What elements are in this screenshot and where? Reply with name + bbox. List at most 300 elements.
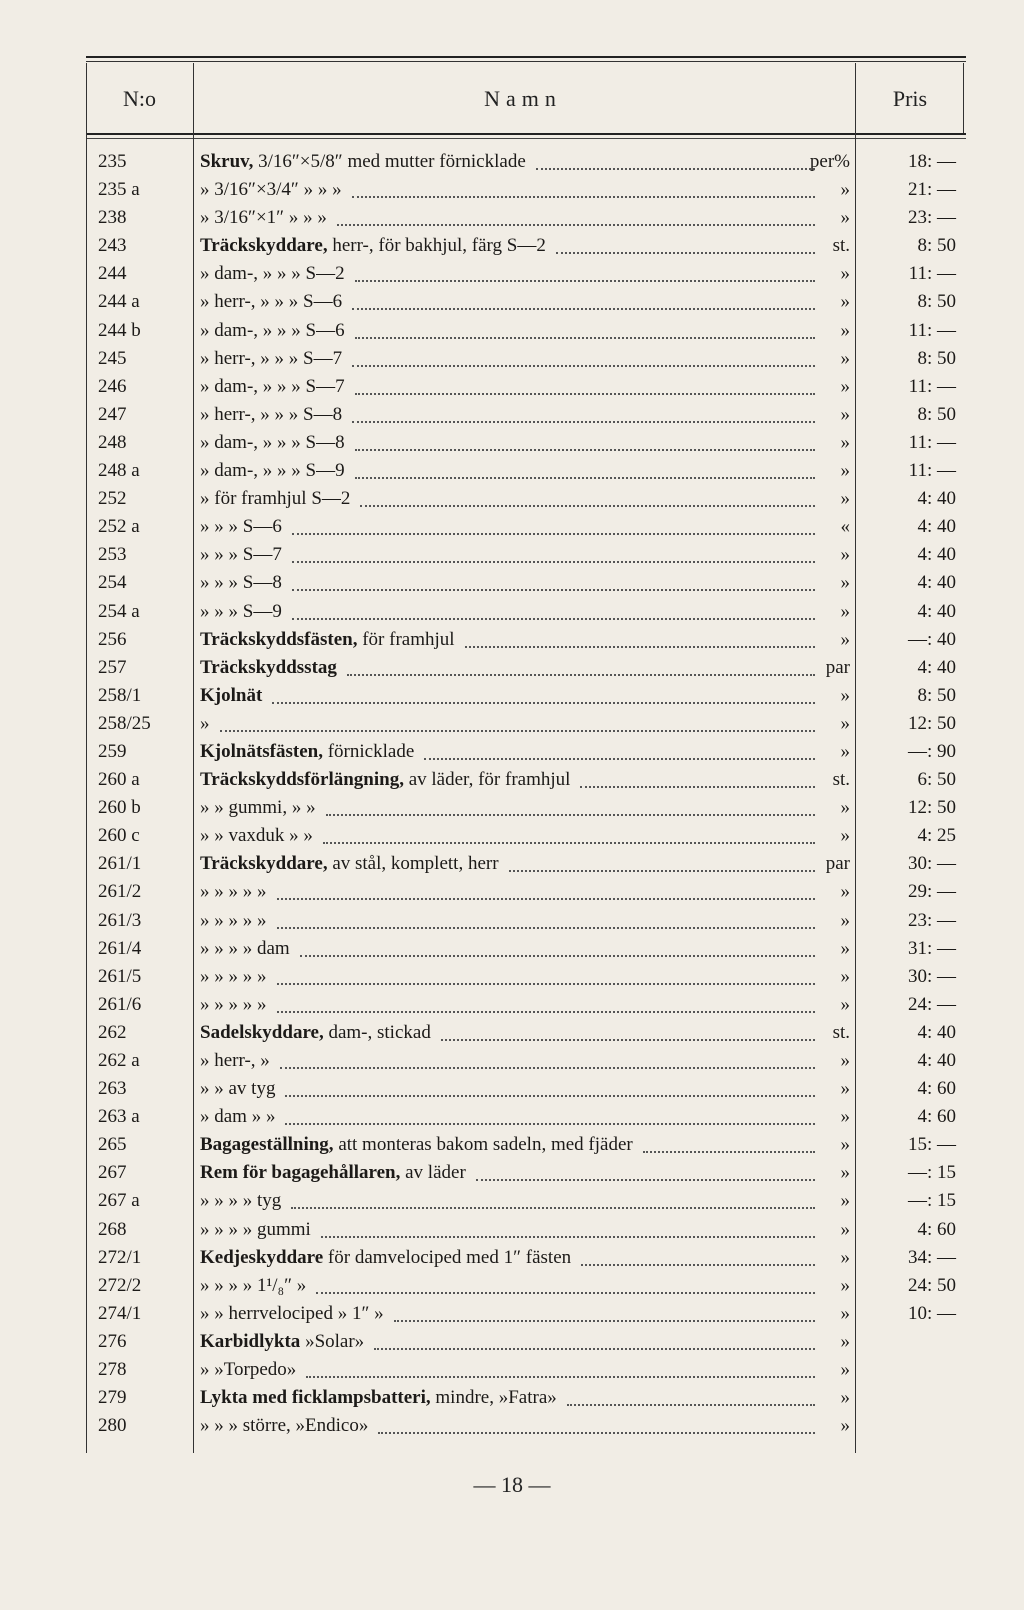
- dot-leader: [509, 870, 815, 872]
- item-price: 24: 50: [907, 1274, 956, 1296]
- item-price: 10: —: [907, 1302, 956, 1324]
- item-number: 262: [98, 1021, 127, 1043]
- item-name-text: » 3/16″×3/4″ » » »: [200, 179, 342, 201]
- item-name: [200, 598, 843, 626]
- item-number: 244 a: [98, 291, 140, 313]
- item-name: [200, 1103, 843, 1131]
- item-name: [200, 1131, 843, 1159]
- item-number: 265: [98, 1134, 127, 1156]
- item-price: 8: 50: [917, 684, 956, 706]
- item-name: [200, 1216, 843, 1244]
- item-category: Karbidlykta: [200, 1330, 301, 1352]
- dot-leader: [360, 505, 815, 507]
- item-number: 256: [98, 628, 127, 650]
- table-row: [0, 569, 1024, 597]
- item-number: 245: [98, 347, 127, 369]
- item-number: 260 b: [98, 797, 141, 819]
- item-number: 267 a: [98, 1190, 140, 1212]
- table-row: [0, 1412, 1024, 1440]
- table-row: [0, 1300, 1024, 1328]
- item-price: —: 40: [907, 628, 956, 650]
- item-unit: »: [840, 347, 850, 369]
- table-row: [0, 373, 1024, 401]
- table-row: [0, 935, 1024, 963]
- item-unit: »: [840, 544, 850, 566]
- item-name-text: » » » » »: [200, 881, 267, 903]
- item-name-text: » » » S—7: [200, 544, 282, 566]
- item-unit: »: [840, 1246, 850, 1268]
- table-row: [0, 1384, 1024, 1412]
- price-table: [0, 148, 1024, 1440]
- item-unit: »: [840, 1050, 850, 1071]
- item-name: [200, 569, 843, 597]
- item-price: 6: 50: [917, 769, 956, 791]
- item-price: 8: 50: [917, 235, 956, 257]
- item-price: 4: 40: [917, 544, 956, 566]
- item-unit: »: [840, 1162, 850, 1184]
- dot-leader: [567, 1404, 815, 1406]
- item-price: 11: —: [908, 319, 956, 341]
- item-number: 253: [98, 544, 127, 566]
- table-row: [0, 1187, 1024, 1215]
- item-unit: »: [840, 291, 850, 313]
- table-row: [0, 907, 1024, 935]
- item-price: 30: —: [907, 853, 956, 875]
- dot-leader: [272, 702, 815, 704]
- dot-leader: [306, 1376, 815, 1378]
- item-price: 23: —: [907, 207, 956, 229]
- dot-leader: [337, 224, 815, 226]
- item-name-text: Sadelskyddare, dam-, stickad: [200, 1021, 431, 1043]
- dot-leader: [355, 477, 815, 479]
- item-name: [200, 794, 843, 822]
- dot-leader: [378, 1432, 815, 1434]
- table-row: [0, 822, 1024, 850]
- table-row: [0, 850, 1024, 878]
- table-row: [0, 204, 1024, 232]
- table-row: [0, 1047, 1024, 1075]
- dot-leader: [352, 365, 815, 367]
- dot-leader: [347, 674, 815, 676]
- item-unit: »: [840, 965, 850, 987]
- item-name-text: » 3/16″×1″ » » »: [200, 207, 327, 229]
- item-unit: »: [840, 207, 850, 229]
- item-unit: »: [840, 1274, 850, 1296]
- item-name: [200, 1047, 843, 1075]
- item-unit: »: [840, 937, 850, 959]
- item-number: 263: [98, 1078, 127, 1100]
- item-name: [200, 935, 843, 963]
- dot-leader: [355, 280, 815, 282]
- table-row: [0, 682, 1024, 710]
- item-name-text: » » » » dam: [200, 937, 290, 959]
- item-price: 4: 40: [917, 488, 956, 510]
- item-name: [200, 401, 843, 429]
- item-name-text: »: [200, 712, 210, 734]
- item-name: [200, 260, 843, 288]
- item-category: Träckskyddsstag: [200, 656, 337, 678]
- item-number: 279: [98, 1387, 127, 1409]
- table-row: [0, 1272, 1024, 1300]
- item-name: [200, 1187, 843, 1215]
- item-category: Träckskyddsförlängning,: [200, 769, 404, 791]
- item-name: [200, 1384, 843, 1412]
- item-number: 280: [98, 1415, 127, 1437]
- table-row: [0, 232, 1024, 260]
- top-rule: [86, 56, 966, 58]
- item-unit: »: [840, 375, 850, 397]
- dot-leader: [374, 1348, 815, 1350]
- table-row: [0, 1075, 1024, 1103]
- item-category: Rem för bagagehållaren,: [200, 1162, 401, 1184]
- item-name-text: » » » S—6: [200, 516, 282, 538]
- table-row: [0, 766, 1024, 794]
- item-unit: st.: [832, 235, 850, 257]
- item-unit: »: [840, 740, 850, 762]
- table-row: [0, 317, 1024, 345]
- dot-leader: [355, 337, 815, 339]
- item-unit: »: [840, 600, 850, 622]
- item-name-text: » dam-, » » » S—8: [200, 431, 345, 453]
- item-price: 8: 50: [917, 403, 956, 425]
- dot-leader: [292, 533, 815, 535]
- item-unit: »: [840, 1134, 850, 1156]
- dot-leader: [536, 168, 815, 170]
- item-unit: »: [840, 1330, 850, 1352]
- item-category: Lykta med ficklampsbatteri,: [200, 1387, 431, 1409]
- item-name: [200, 907, 843, 935]
- item-price: 8: 50: [917, 347, 956, 369]
- item-price: 8: 50: [917, 291, 956, 313]
- item-name: [200, 626, 843, 654]
- table-row: [0, 598, 1024, 626]
- item-number: 261/1: [98, 853, 142, 875]
- item-name-text: » »Torpedo»: [200, 1359, 297, 1381]
- item-name-text: [200, 685, 262, 706]
- table-row: [0, 738, 1024, 766]
- table-row: [0, 513, 1024, 541]
- item-price: 15: —: [907, 1134, 956, 1156]
- item-price: 4: 40: [917, 516, 956, 538]
- item-name-text: » » herrvelociped » 1″ »: [200, 1302, 384, 1324]
- item-unit: »: [840, 909, 850, 931]
- dot-leader: [581, 1264, 815, 1266]
- dot-leader: [300, 955, 815, 957]
- dot-leader: [580, 786, 815, 788]
- item-price: —: 15: [907, 1190, 956, 1212]
- item-name: [200, 345, 843, 373]
- item-price: 24: —: [907, 993, 956, 1015]
- table-row: [0, 1244, 1024, 1272]
- item-unit: »: [840, 797, 850, 819]
- item-category: Sadelskyddare,: [200, 1021, 324, 1043]
- item-number: 259: [98, 740, 127, 762]
- item-number: 260 a: [98, 769, 140, 791]
- item-price: 11: —: [908, 460, 956, 482]
- item-name-text: » » av tyg: [200, 1078, 276, 1100]
- item-unit: »: [840, 431, 850, 453]
- item-name-text: Karbidlykta »Solar»: [200, 1330, 365, 1352]
- item-name-text: Skruv, 3/16″×5/8″ med mutter förnicklade: [200, 151, 526, 172]
- item-unit: »: [840, 993, 850, 1015]
- dot-leader: [292, 589, 815, 591]
- header-rule-thin: [86, 138, 966, 139]
- item-name-text: [200, 657, 337, 678]
- item-name-text: » dam-, » » » S—2: [200, 263, 345, 285]
- item-name: [200, 654, 843, 682]
- dot-leader: [277, 983, 815, 985]
- item-category: Bagageställning,: [200, 1134, 334, 1156]
- item-name-text: » dam-, » » » S—9: [200, 460, 345, 482]
- dot-leader: [280, 1067, 815, 1069]
- item-number: 244: [98, 263, 127, 285]
- dot-leader: [326, 814, 815, 816]
- item-name-text: » » » » »: [200, 993, 267, 1015]
- item-unit: »: [840, 1387, 850, 1409]
- item-name: [200, 822, 843, 850]
- dot-leader: [220, 730, 815, 732]
- item-number: 254: [98, 572, 127, 594]
- table-row: [0, 963, 1024, 991]
- item-number: 272/1: [98, 1246, 142, 1268]
- item-unit: »: [840, 1190, 850, 1212]
- item-name: [200, 541, 843, 569]
- item-number: 261/5: [98, 965, 142, 987]
- item-number: 246: [98, 375, 127, 397]
- item-unit: »: [840, 1218, 850, 1240]
- item-number: 235: [98, 151, 127, 172]
- item-name-text: Lykta med ficklampsbatteri, mindre, »Fatra»: [200, 1387, 557, 1409]
- item-number: 278: [98, 1359, 127, 1381]
- item-unit: per%: [809, 151, 850, 172]
- item-name: [200, 1328, 843, 1356]
- item-unit: »: [840, 1415, 850, 1437]
- item-name: [200, 766, 843, 794]
- item-category: Träckskyddare,: [200, 853, 328, 875]
- item-name: [200, 1244, 843, 1272]
- item-category: Kjolnät: [200, 684, 263, 706]
- top-rule-thin: [86, 61, 966, 62]
- item-name: [200, 1412, 843, 1440]
- item-name-text: Kedjeskyddare för damvelociped med 1″ fästen: [200, 1246, 572, 1268]
- dot-leader: [441, 1039, 815, 1041]
- item-name: [200, 457, 843, 485]
- item-unit: »: [840, 1078, 850, 1100]
- item-number: 243: [98, 235, 127, 257]
- item-name: [200, 1075, 843, 1103]
- item-number: 276: [98, 1330, 127, 1352]
- item-name-text: » herr-, » » » S—8: [200, 403, 343, 425]
- item-unit: »: [840, 881, 850, 903]
- table-row: [0, 626, 1024, 654]
- dot-leader: [352, 421, 815, 423]
- item-name: [200, 373, 843, 401]
- dot-leader: [643, 1151, 815, 1153]
- item-unit: st.: [832, 769, 850, 791]
- table-row: [0, 1356, 1024, 1384]
- table-row: [0, 1131, 1024, 1159]
- table-row: [0, 991, 1024, 1019]
- column-header-pris: Pris: [892, 86, 928, 111]
- item-number: 248 a: [98, 460, 140, 482]
- item-name: [200, 850, 843, 878]
- item-number: 252: [98, 488, 127, 510]
- item-category: Träckskyddsfästen,: [200, 628, 358, 650]
- item-number: 258/25: [98, 712, 151, 734]
- item-name-text: » dam-, » » » S—6: [200, 319, 345, 341]
- item-price: 29: —: [907, 881, 956, 903]
- dot-leader: [352, 308, 815, 310]
- item-category: Kedjeskyddare: [200, 1246, 324, 1268]
- dot-leader: [355, 393, 815, 395]
- item-name: [200, 738, 843, 766]
- table-row: [0, 541, 1024, 569]
- item-price: 18: —: [907, 151, 956, 172]
- item-number: 261/2: [98, 881, 142, 903]
- item-unit: »: [840, 179, 850, 201]
- table-row: [0, 485, 1024, 513]
- table-row: [0, 878, 1024, 906]
- dot-leader: [285, 1095, 815, 1097]
- table-row: [0, 457, 1024, 485]
- item-price: 4: 40: [917, 656, 956, 678]
- item-price: 4: 60: [917, 1218, 956, 1240]
- dot-leader: [465, 646, 815, 648]
- item-name-text: » herr-, »: [200, 1050, 270, 1071]
- dot-leader: [355, 449, 815, 451]
- item-unit: »: [840, 712, 850, 734]
- item-unit: »: [840, 572, 850, 594]
- item-number: 257: [98, 656, 127, 678]
- item-unit: «: [840, 516, 850, 538]
- item-name-text: » » gummi, » »: [200, 797, 316, 819]
- dot-leader: [277, 1011, 815, 1013]
- item-unit: »: [840, 403, 850, 425]
- item-name: [200, 1272, 843, 1300]
- item-name-text: » dam » »: [200, 1106, 276, 1128]
- item-unit: »: [840, 825, 850, 847]
- item-price: —: 15: [907, 1162, 956, 1184]
- item-name: [200, 878, 843, 906]
- item-price: —: 90: [907, 740, 956, 762]
- item-number: 260 c: [98, 825, 140, 847]
- item-price: 11: —: [908, 431, 956, 453]
- table-row: [0, 288, 1024, 316]
- item-name-text: » » » » tyg: [200, 1190, 282, 1212]
- table-row: [0, 654, 1024, 682]
- item-unit: »: [840, 1302, 850, 1324]
- item-price: 11: —: [908, 263, 956, 285]
- item-name-text: » » » » 1¹/₈″ »: [200, 1274, 307, 1296]
- item-name-text: Träckskyddsförlängning, av läder, för framhjul: [200, 769, 571, 791]
- item-price: 4: 25: [917, 825, 956, 847]
- column-header-no: N:o: [123, 86, 156, 111]
- table-row: [0, 1328, 1024, 1356]
- dot-leader: [277, 927, 815, 929]
- table-row: [0, 1103, 1024, 1131]
- dot-leader: [291, 1207, 815, 1209]
- item-price: 12: 50: [907, 797, 956, 819]
- item-price: 23: —: [907, 909, 956, 931]
- item-price: 11: —: [908, 375, 956, 397]
- item-name-text: » » vaxduk » »: [200, 825, 313, 847]
- item-category: Träckskyddare,: [200, 235, 328, 257]
- dot-leader: [352, 196, 815, 198]
- item-name: [200, 232, 843, 260]
- item-number: 263 a: [98, 1106, 140, 1128]
- item-unit: »: [840, 488, 850, 510]
- item-name: [200, 991, 843, 1019]
- item-category: Kjolnätsfästen,: [200, 740, 323, 762]
- item-unit: »: [840, 684, 850, 706]
- item-price: 30: —: [907, 965, 956, 987]
- item-number: 258/1: [98, 684, 142, 706]
- item-price: 34: —: [907, 1246, 956, 1268]
- item-number: 248: [98, 431, 127, 453]
- item-name: [200, 1300, 843, 1328]
- item-unit: »: [840, 1106, 850, 1128]
- table-row: [0, 260, 1024, 288]
- dot-leader: [556, 252, 815, 254]
- item-number: 235 a: [98, 179, 140, 201]
- item-name: [200, 148, 843, 176]
- item-unit: »: [840, 263, 850, 285]
- table-row: [0, 401, 1024, 429]
- column-header-namn: Namn: [484, 86, 562, 111]
- table-row: [0, 1019, 1024, 1047]
- item-name-text: » » » större, »Endico»: [200, 1415, 369, 1437]
- item-name-text: Kjolnätsfästen, förnicklade: [200, 740, 415, 762]
- table-row: [0, 710, 1024, 738]
- item-name-text: Träckskyddsfästen, för framhjul: [200, 628, 455, 650]
- item-name: [200, 288, 843, 316]
- item-name: [200, 1159, 843, 1187]
- item-name-text: Rem för bagagehållaren, av läder: [200, 1162, 466, 1184]
- item-number: 244 b: [98, 319, 141, 341]
- item-category: Skruv,: [200, 151, 254, 172]
- dot-leader: [321, 1236, 815, 1238]
- dot-leader: [424, 758, 815, 760]
- table-row: [0, 1159, 1024, 1187]
- item-number: 252 a: [98, 516, 140, 538]
- dot-leader: [316, 1292, 815, 1294]
- item-price: 31: —: [907, 937, 956, 959]
- item-name: [200, 1356, 843, 1384]
- item-price: 4: 40: [917, 1021, 956, 1043]
- table-row: [0, 1216, 1024, 1244]
- table-row: [0, 794, 1024, 822]
- dot-leader: [292, 618, 815, 620]
- item-number: 268: [98, 1218, 127, 1240]
- table-row: [0, 429, 1024, 457]
- item-price: 4: 40: [917, 600, 956, 622]
- dot-leader: [476, 1179, 815, 1181]
- item-unit: »: [840, 1359, 850, 1381]
- dot-leader: [394, 1320, 815, 1322]
- item-price: 12: 50: [907, 712, 956, 734]
- table-row: [0, 345, 1024, 373]
- item-number: 272/2: [98, 1274, 142, 1296]
- item-name-text: » » » » gummi: [200, 1218, 311, 1240]
- item-name: [200, 429, 843, 457]
- item-name: [200, 204, 843, 232]
- dot-leader: [292, 561, 815, 563]
- item-number: 274/1: [98, 1302, 142, 1324]
- item-name: [200, 513, 843, 541]
- item-name-text: » herr-, » » » S—7: [200, 347, 343, 369]
- item-name: [200, 176, 843, 204]
- dot-leader: [277, 898, 815, 900]
